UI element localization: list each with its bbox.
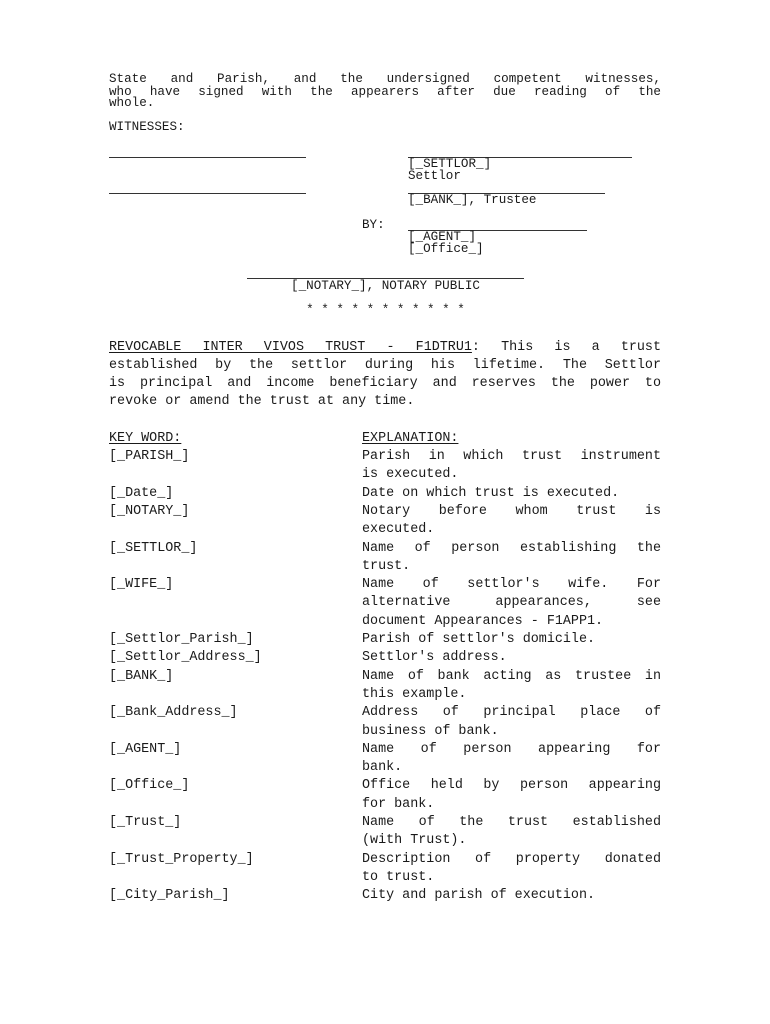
keyword-row-explanation: trust. (362, 558, 411, 574)
keyword-row-key: [_NOTARY_] (109, 503, 190, 519)
witness-signature-line-1 (109, 157, 306, 158)
keyword-column-header: KEY WORD: (109, 431, 182, 446)
keyword-row-explanation: to trust. (362, 869, 435, 885)
keyword-row-explanation: executed. (362, 522, 435, 538)
settlor-role: Settlor (408, 169, 461, 183)
keyword-row-explanation: Parish in which trust instrument (362, 449, 661, 464)
keyword-row-key: [_Settlor_Parish_] (109, 632, 254, 647)
keyword-row-key: [_Trust_] (109, 815, 182, 830)
office-placeholder: [_Office_] (408, 242, 484, 256)
keyword-row-explanation: Name of the trust established (362, 815, 661, 830)
by-label: BY: (362, 218, 385, 232)
agent-placeholder: [_AGENT_] (408, 230, 477, 244)
settlor-placeholder: [_SETTLOR_] (408, 157, 492, 171)
keyword-row-key: [_City_Parish_] (109, 888, 230, 904)
description-line-1: REVOCABLE INTER VIVOS TRUST - F1DTRU1: This is a trust (109, 340, 662, 355)
keyword-row-key: [_AGENT_] (109, 741, 182, 757)
description-line-2: established by the settlor during his lifetime. The Settlor (109, 358, 661, 373)
keyword-row-key: [_BANK_] (109, 668, 174, 684)
keyword-row-explanation: bank. (362, 760, 403, 776)
keyword-row-key: [_Trust_Property_] (109, 851, 254, 867)
keyword-row-explanation: is executed. (362, 467, 459, 483)
keyword-row-key: [_Office_] (109, 778, 190, 794)
notary-label: [_NOTARY_], NOTARY PUBLIC (291, 279, 480, 293)
keyword-row-explanation: alternative appearances, see (362, 595, 661, 611)
keyword-row-key: [_Bank_Address_] (109, 705, 238, 721)
keyword-row-explanation: Parish of settlor's domicile. (362, 632, 596, 647)
explanation-column-header: EXPLANATION: (362, 431, 459, 446)
keyword-row-key: [_PARISH_] (109, 449, 190, 464)
description-line-3: is principal and income beneficiary and reserves the power to (109, 376, 661, 391)
keyword-row-explanation: (with Trust). (362, 833, 467, 849)
keyword-row-key: [_Settlor_Address_] (109, 650, 262, 666)
keyword-row-explanation: for bank. (362, 796, 435, 812)
keyword-row-explanation: Date on which trust is executed. (362, 485, 620, 501)
keyword-row-explanation: Name of bank acting as trustee in (362, 668, 661, 684)
keyword-row-key: [_Date_] (109, 485, 174, 501)
keyword-row-explanation: document Appearances - F1APP1. (362, 613, 604, 629)
keyword-row-explanation: Notary before whom trust is (362, 503, 661, 519)
keyword-row-explanation: Settlor's address. (362, 650, 507, 666)
keyword-row-key: [_SETTLOR_] (109, 540, 198, 556)
witness-signature-line-2 (109, 193, 306, 194)
intro-line-1: State and Parish, and the undersigned competent witnesses, (109, 72, 661, 86)
keyword-row-explanation: this example. (362, 686, 467, 702)
keyword-row-explanation: Name of settlor's wife. For (362, 577, 661, 593)
intro-line-3: whole. (109, 96, 155, 110)
bank-trustee-label: [_BANK_], Trustee (408, 193, 537, 207)
keyword-row-explanation: Address of principal place of (362, 705, 661, 721)
keyword-row-key: [_WIFE_] (109, 577, 174, 593)
keyword-row-explanation: Name of person establishing the (362, 540, 661, 556)
keyword-row-explanation: Office held by person appearing (362, 778, 661, 794)
keyword-row-explanation: Description of property donated (362, 851, 661, 867)
description-line-4: revoke or amend the trust at any time. (109, 394, 415, 409)
witnesses-heading: WITNESSES: (109, 120, 185, 134)
keyword-row-explanation: Name of person appearing for (362, 741, 661, 757)
separator-stars: * * * * * * * * * * * (306, 303, 465, 317)
intro-line-2: who have signed with the appearers after due reading of the (109, 85, 661, 99)
keyword-row-explanation: business of bank. (362, 723, 499, 739)
trust-title: REVOCABLE INTER VIVOS TRUST - F1DTRU1 (109, 340, 472, 355)
keyword-row-explanation: City and parish of execution. (362, 888, 596, 904)
